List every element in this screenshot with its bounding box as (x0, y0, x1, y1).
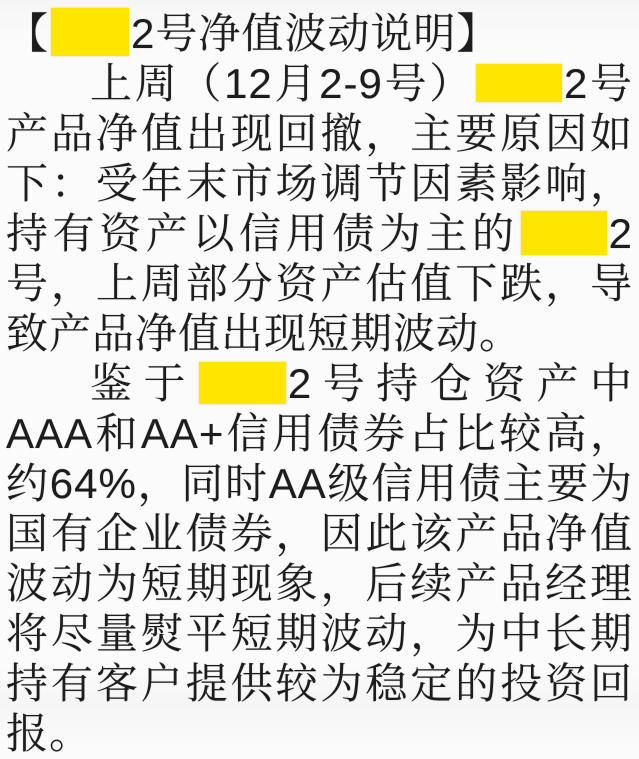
paragraph2-text-2: 2号持仓资产中AAA和AA+信用债券占比较高，约64%，同时AA级信用债主要为国有企业债券，因此该产品净值波动为短期现象，后续产品经理将尽量熨平短期波动，为中长期持有客户提供较为稳定的投资回报。 (6, 360, 633, 757)
title-open-bracket: 【 (6, 10, 50, 57)
redaction-box-3 (199, 362, 286, 404)
notice-title (6, 8, 633, 59)
paragraph1-text-2: 2号产品净值出现回撤，主要原因如下：受年末市场调节因素影响，持有资产以信用债为主的 (6, 60, 634, 257)
paragraph-outlook (6, 359, 633, 759)
paragraph2-text-1: 鉴于 (90, 360, 197, 407)
paragraph-cause (6, 59, 633, 359)
redaction-box-2 (521, 211, 607, 255)
paragraph1-text-1: 上周（12月2-9号） (90, 60, 474, 107)
redaction-box-1 (476, 64, 562, 102)
redaction-box-title (51, 8, 129, 56)
title-text: 2号净值波动说明】 (131, 10, 500, 57)
paragraph1-text-3: 2号，上周部分资产估值下跌，导致产品净值出现短期波动。 (6, 210, 633, 357)
